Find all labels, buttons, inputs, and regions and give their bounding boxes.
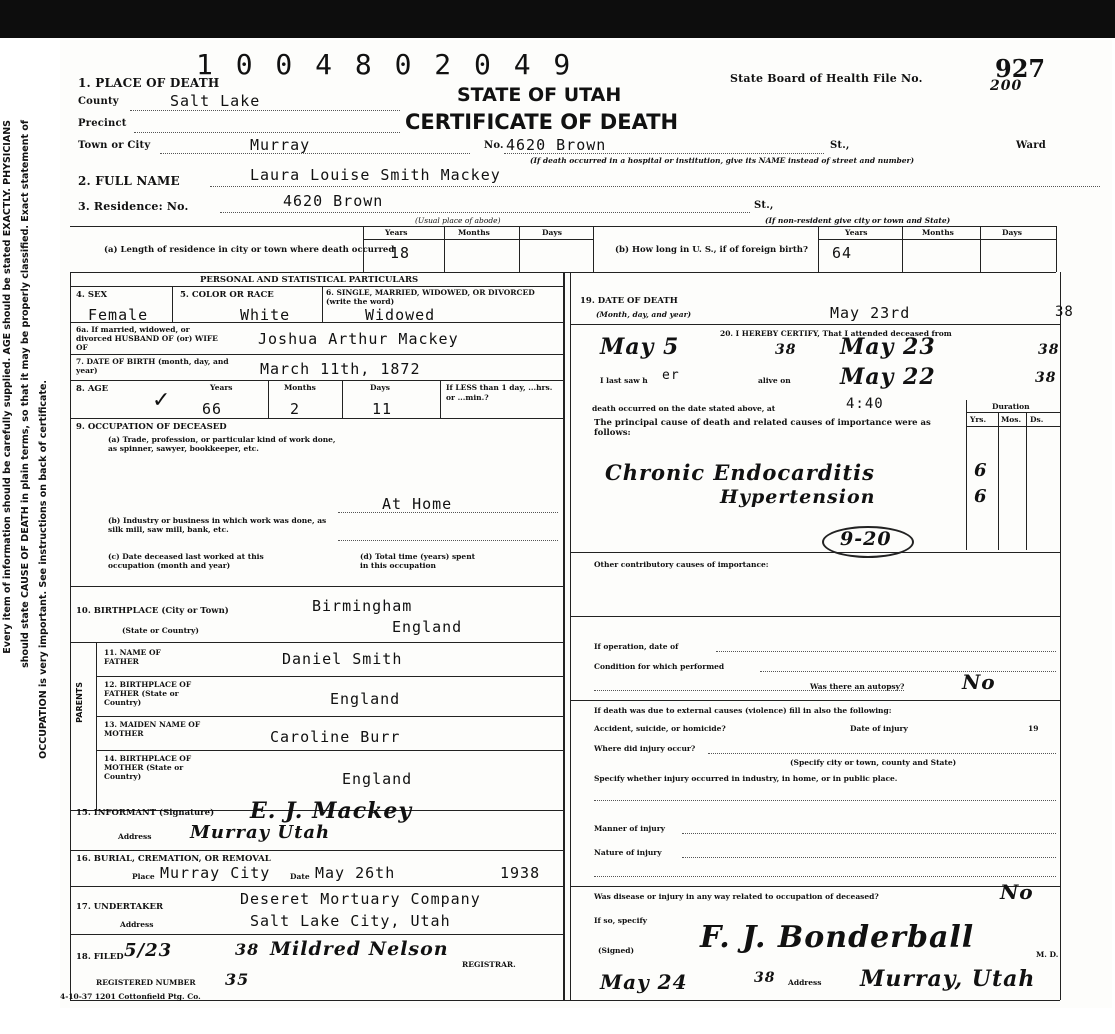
- informant-signature: E. J. Mackey: [250, 798, 413, 824]
- personal-header: PERSONAL AND STATISTICAL PARTICULARS: [200, 275, 419, 285]
- birthplace-country: England: [392, 618, 463, 636]
- occupation-a-label: (a) Trade, profession, or particular kind of work done, as spinner, sawyer, bookkeeper, etc.: [108, 435, 336, 453]
- death-time-value: 4:40: [846, 396, 884, 412]
- filed-year: 38: [235, 940, 260, 959]
- father-label: 11. NAME OF FATHER: [104, 648, 161, 666]
- file-no-label: State Board of Health File No.: [730, 72, 923, 85]
- sidebar-line-1: Every item of information should be carefully supplied. AGE should be stated EXACTLY. PHYSICIANS: [2, 120, 13, 654]
- death-time-label: death occurred on the date stated above, at: [592, 404, 776, 413]
- other-causes-label: Other contributory causes of importance:: [594, 560, 769, 569]
- if-so-specify-label: If so, specify: [594, 916, 648, 925]
- years-label: Years: [385, 228, 408, 237]
- registrar-label: REGISTRAR.: [462, 960, 516, 969]
- burial-place-value: Murray City: [160, 864, 271, 882]
- classification-code: 9-20: [840, 528, 892, 550]
- undertaker-value: Deseret Mortuary Company: [240, 890, 481, 908]
- hospital-note: (If death occurred in a hospital or institution, give its NAME instead of street and number): [530, 156, 915, 165]
- occupation-label: 9. OCCUPATION OF DECEASED: [76, 422, 227, 432]
- months-label: Months: [458, 228, 490, 237]
- father-birthplace-label: 12. BIRTHPLACE OF FATHER (State or Country): [104, 680, 192, 707]
- alive-on-label: alive on: [758, 376, 791, 385]
- condition-label: Condition for which performed: [594, 662, 725, 671]
- signed-date: May 24: [600, 970, 688, 994]
- attended-from-year: 38: [775, 342, 797, 358]
- dob-value: March 11th, 1872: [260, 360, 421, 378]
- attended-from: May 5: [600, 334, 680, 360]
- sidebar-instructions: [0, 120, 60, 1020]
- occupation-related-label: Was disease or injury in any way related to occupation of deceased?: [594, 892, 879, 901]
- residence-street-label: St.,: [754, 200, 774, 211]
- top-scan-border: [0, 0, 1115, 38]
- street-label: St.,: [830, 140, 850, 151]
- duration-label: Duration: [992, 402, 1030, 411]
- undertaker-address-label: Address: [120, 920, 154, 929]
- registered-number-label: REGISTERED NUMBER: [96, 978, 196, 987]
- serial-number: 1 0 0 4 8 0 2 0 4 9: [196, 48, 574, 81]
- age-months-value: 2: [290, 400, 301, 418]
- birthplace-label: 10. BIRTHPLACE (City or Town): [76, 606, 229, 616]
- us-years-label: Years: [845, 228, 868, 237]
- sidebar-line-3: OCCUPATION is very important. See instructions on back of certificate.: [38, 380, 49, 759]
- county-label: County: [78, 96, 119, 107]
- mother-birthplace-value: England: [342, 770, 413, 788]
- occupation-value: At Home: [382, 495, 453, 513]
- registrar-signature: Mildred Nelson: [270, 938, 449, 960]
- burial-date-label: Date: [290, 872, 310, 881]
- occupation-d-label: (d) Total time (years) spent in this occupation: [360, 552, 476, 570]
- external-causes-label: If death was due to external causes (violence) fill in also the following:: [594, 706, 892, 715]
- md-label: M. D.: [1036, 950, 1059, 959]
- operation-label: If operation, date of: [594, 642, 679, 651]
- age-days-label: Days: [370, 383, 390, 392]
- file-no: 927: [995, 54, 1046, 83]
- us-residence-label: (b) How long in U. S., if of foreign birth?: [615, 245, 808, 255]
- mother-label: 13. MAIDEN NAME OF MOTHER: [104, 720, 201, 738]
- town-value: Murray: [250, 136, 311, 154]
- date-of-death-sublabel: (Month, day, and year): [596, 310, 692, 319]
- age-years-label: Years: [210, 383, 233, 392]
- duration-yrs: Yrs.: [970, 415, 987, 424]
- sex-label: 4. SEX: [76, 290, 108, 300]
- specify-place-note: (Specify city or town, county and State): [790, 758, 957, 767]
- father-birthplace-value: England: [330, 690, 401, 708]
- color-value: White: [240, 306, 291, 324]
- injury-year-label: 19: [1028, 724, 1039, 733]
- date-of-death-year: 38: [1055, 304, 1074, 320]
- physician-signature: F. J. Bonderball: [700, 920, 975, 955]
- autopsy-value: No: [962, 670, 996, 694]
- alive-on-value: May 22: [840, 364, 936, 390]
- filed-label: 18. FILED: [76, 952, 124, 962]
- burial-label: 16. BURIAL, CREMATION, OR REMOVAL: [76, 854, 271, 864]
- burial-place-label: Place: [132, 872, 155, 881]
- informant-address: Murray Utah: [190, 822, 331, 843]
- full-name-label: 2. FULL NAME: [78, 174, 180, 188]
- date-of-death-value: May 23rd: [830, 304, 911, 322]
- occupation-c-label: (c) Date deceased last worked at this occupation (month and year): [108, 552, 264, 570]
- length-residence-label: (a) Length of residence in city or town where death occurred: [104, 245, 395, 255]
- printer-mark: 4-10-37 1201 Cottonfield Ptg. Co.: [60, 992, 201, 1001]
- state-title: STATE OF UTAH: [457, 84, 622, 106]
- spouse-label: 6a. If married, widowed, or divorced HUSBAND OF (or) WIFE OF: [76, 325, 218, 352]
- informant-address-label: Address: [118, 832, 152, 841]
- street-no-value: 4620 Brown: [506, 136, 607, 154]
- us-days-label: Days: [1002, 228, 1022, 237]
- days-label: Days: [542, 228, 562, 237]
- informant-label: 15. INFORMANT (Signature): [76, 808, 215, 818]
- less-than-day-label: If LESS than 1 day, ...hrs. or ...min.?: [446, 383, 553, 402]
- dob-label: 7. DATE OF BIRTH (month, day, and year): [76, 357, 229, 375]
- signed-label: (Signed): [598, 946, 635, 955]
- mother-value: Caroline Burr: [270, 728, 401, 746]
- county-value: Salt Lake: [170, 92, 261, 110]
- last-saw-label: I last saw h: [600, 376, 648, 385]
- spouse-value: Joshua Arthur Mackey: [258, 330, 459, 348]
- occupation-b-label: (b) Industry or business in which work was done, as silk mill, saw mill, bank, etc.: [108, 516, 327, 534]
- birthplace-sublabel: (State or Country): [122, 626, 199, 635]
- precinct-label: Precinct: [78, 118, 127, 129]
- signed-year: 38: [754, 970, 776, 986]
- age-months-label: Months: [284, 383, 316, 392]
- nature-label: Nature of injury: [594, 848, 662, 857]
- undertaker-address: Salt Lake City, Utah: [250, 912, 451, 930]
- marital-label: 6. SINGLE, MARRIED, WIDOWED, OR DIVORCED (write the word): [326, 288, 535, 306]
- nonresident-note: (If non-resident give city or town and State): [765, 216, 951, 225]
- marital-value: Widowed: [365, 306, 436, 324]
- mother-birthplace-label: 14. BIRTHPLACE OF MOTHER (State or Country): [104, 754, 192, 781]
- age-years-value: 66: [202, 400, 223, 418]
- sex-value: Female: [88, 306, 149, 324]
- cause-label: The principal cause of death and related causes of importance were as follows:: [594, 418, 931, 438]
- occupation-related-value: No: [1000, 880, 1034, 904]
- duration-ds: Ds.: [1030, 415, 1044, 424]
- street-no-label: No.: [484, 140, 504, 151]
- certificate: [60, 40, 1112, 1008]
- residence-label: 3. Residence: No.: [78, 200, 189, 213]
- physician-address-label: Address: [788, 978, 822, 987]
- file-no-sub: 200: [990, 78, 1023, 94]
- age-checkmark-icon: ✓: [152, 388, 171, 413]
- undertaker-label: 17. UNDERTAKER: [76, 902, 164, 912]
- town-label: Town or City: [78, 140, 151, 151]
- certificate-title: CERTIFICATE OF DEATH: [405, 110, 679, 134]
- registered-number: 35: [225, 970, 250, 989]
- cause-1: Chronic Endocarditis: [605, 460, 875, 485]
- age-label: 8. AGE: [76, 384, 109, 394]
- filed-date: 5/23: [124, 940, 173, 961]
- cause-2-duration: 6: [974, 486, 988, 507]
- burial-date-value: May 26th: [315, 864, 396, 882]
- burial-year-value: 1938: [500, 864, 541, 882]
- where-injury-label: Where did injury occur?: [594, 744, 696, 753]
- ward-label: Ward: [1016, 140, 1046, 151]
- injury-date-label: Date of injury: [850, 724, 908, 733]
- cause-2: Hypertension: [720, 486, 876, 508]
- father-value: Daniel Smith: [282, 650, 403, 668]
- parents-side-label: PARENTS: [75, 682, 84, 723]
- us-years: 64: [832, 244, 853, 262]
- physician-address: Murray, Utah: [860, 966, 1036, 992]
- birthplace-city: Birmingham: [312, 597, 413, 615]
- attended-to-year: 38: [1038, 342, 1060, 358]
- age-days-value: 11: [372, 400, 393, 418]
- certify-label: 20. I HEREBY CERTIFY, That I attended deceased from: [720, 329, 952, 338]
- last-saw-pronoun: er: [662, 368, 680, 383]
- us-months-label: Months: [922, 228, 954, 237]
- full-name-value: Laura Louise Smith Mackey: [250, 166, 501, 184]
- place-of-death-label: 1. PLACE OF DEATH: [78, 76, 220, 90]
- residence-years: 18: [390, 244, 411, 262]
- usual-place-note: (Usual place of abode): [415, 216, 501, 225]
- attended-to: May 23: [840, 334, 936, 360]
- alive-on-year: 38: [1035, 370, 1057, 386]
- manner-label: Manner of injury: [594, 824, 666, 833]
- accident-label: Accident, suicide, or homicide?: [594, 724, 726, 733]
- residence-value: 4620 Brown: [283, 192, 384, 210]
- industry-label: Specify whether injury occurred in industry, in home, or in public place.: [594, 774, 898, 783]
- autopsy-label: Was there an autopsy?: [810, 682, 905, 691]
- color-label: 5. COLOR OR RACE: [180, 290, 274, 300]
- duration-mos: Mos.: [1001, 415, 1022, 424]
- sidebar-line-2: should state CAUSE OF DEATH in plain terms, so that it may be properly classified. Exact statement of: [20, 120, 31, 668]
- cause-1-duration: 6: [974, 460, 988, 481]
- date-of-death-label: 19. DATE OF DEATH: [580, 296, 678, 306]
